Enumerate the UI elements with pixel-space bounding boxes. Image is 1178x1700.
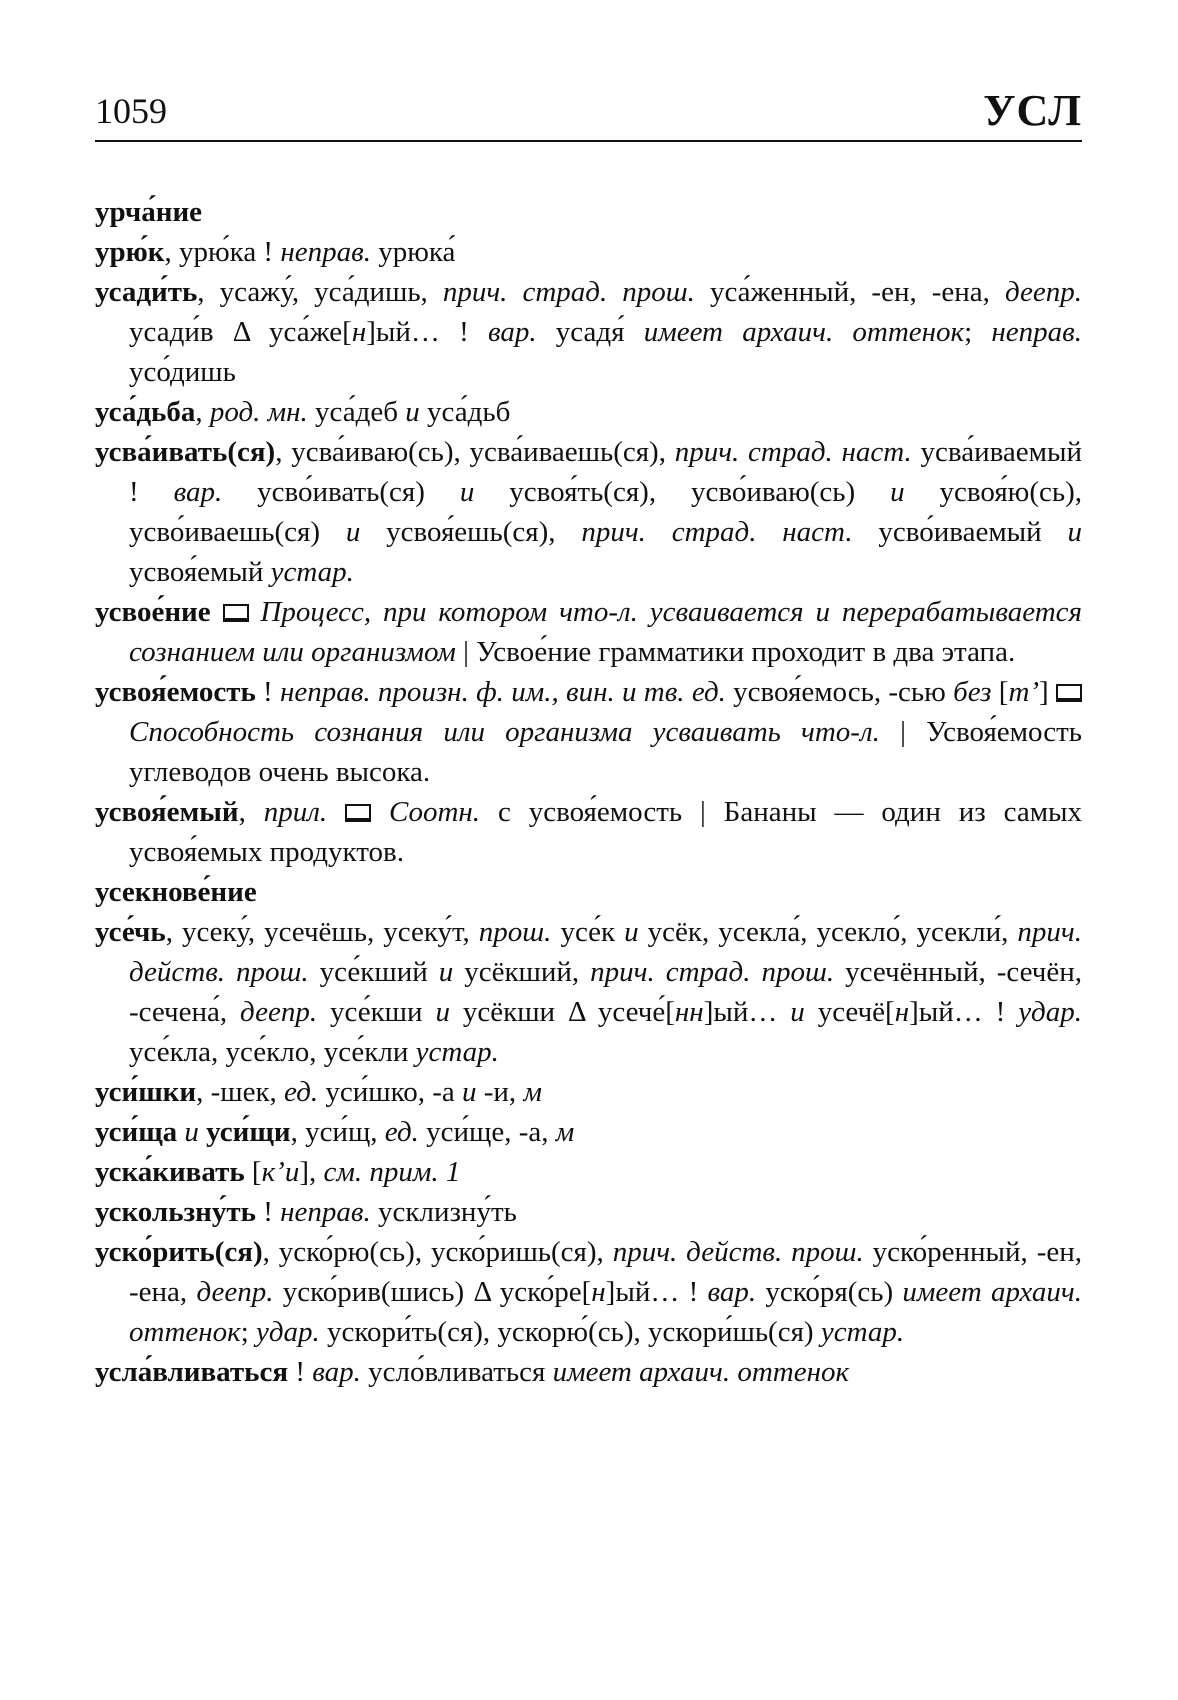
grammar-note: ед. <box>284 1076 319 1108</box>
entry-text: , урю́ка ! <box>164 236 281 268</box>
grammar-note: и <box>1067 516 1082 548</box>
entry-text: [ <box>244 1156 262 1188</box>
entry-text: ], <box>299 1156 324 1188</box>
headword: урю́к <box>95 236 165 268</box>
grammar-note: прич. страд. прош. <box>590 956 835 988</box>
grammar-note: прич. действ. прош. <box>612 1236 864 1268</box>
entry-text: усе́кши <box>317 996 436 1028</box>
grammar-note: вар. <box>312 1356 361 1388</box>
entry-text: усвоя́емось, -сью <box>725 676 954 708</box>
entry-text: урюка́ <box>370 236 456 268</box>
entry-text <box>327 796 345 828</box>
grammar-note: деепр. <box>196 1276 274 1308</box>
grammar-note: устар. <box>820 1316 905 1348</box>
entry-text: , <box>238 796 264 828</box>
entry-text: усклизну́ть <box>370 1196 517 1228</box>
dictionary-entry <box>95 1072 1082 1112</box>
entry-text: , уси́щ, <box>290 1116 385 1148</box>
entry-text: ] <box>1039 676 1056 708</box>
headword: уско́рить(ся) <box>95 1236 263 1268</box>
dictionary-entry <box>95 1112 1082 1152</box>
headword: уса́дьба <box>95 396 196 428</box>
grammar-note: род. мн. <box>209 396 308 428</box>
headword: усекнове́ние <box>95 876 257 908</box>
dictionary-entry <box>95 1152 1082 1192</box>
grammar-note: см. прим. 1 <box>323 1156 461 1188</box>
grammar-note: деепр. <box>240 996 318 1028</box>
headword: усла́вливаться <box>95 1356 289 1388</box>
entry-text: усечё[ <box>804 996 895 1028</box>
grammar-note: устар. <box>270 556 354 588</box>
entry-text <box>211 596 223 628</box>
dictionary-entry <box>95 592 1082 672</box>
entry-text: ]ый… ! <box>605 1276 708 1308</box>
entry-text: , уско́рю(сь), уско́ришь(ся), <box>262 1236 613 1268</box>
entry-text: усадя́ <box>536 316 644 348</box>
headword: уси́щи <box>206 1116 291 1148</box>
grammar-note: и <box>462 1076 477 1108</box>
entry-text: уси́шко, -а <box>318 1076 462 1108</box>
dictionary-entry <box>95 192 1082 232</box>
entry-text: ]ый… ! <box>909 996 1019 1028</box>
grammar-note: неправ. <box>991 316 1082 348</box>
entry-text: усва́иваемый ! <box>129 436 1083 508</box>
headword: усади́ть <box>95 276 198 308</box>
grammar-note: без <box>953 676 992 708</box>
entry-text: ; <box>964 316 992 348</box>
grammar-note: неправ. <box>280 236 371 268</box>
grammar-note: прич. страд. наст. <box>581 516 853 548</box>
headword: усвоя́емость <box>95 676 256 708</box>
entry-text: уси́ще, -а, <box>418 1116 556 1148</box>
headword: ускользну́ть <box>95 1196 256 1228</box>
grammar-note: н <box>591 1276 606 1308</box>
entry-text: усёк, усекла́, усекло́, усекли́, <box>638 916 1018 948</box>
entry-text: [ <box>991 676 1009 708</box>
grammar-note: вар. <box>487 316 537 348</box>
grammar-note: м <box>555 1116 575 1148</box>
entry-text <box>371 796 389 828</box>
definition-box-icon <box>1056 684 1082 702</box>
entry-text: -и, <box>476 1076 524 1108</box>
entry-text: , усеку́, усечёшь, усеку́т, <box>165 916 479 948</box>
grammar-note: устар. <box>415 1036 499 1068</box>
entry-text: , усва́иваю(сь), усва́иваешь(ся), <box>275 436 675 468</box>
grammar-note: и <box>459 476 475 508</box>
headword: уска́кивать <box>95 1156 245 1188</box>
grammar-note: ед. <box>384 1116 419 1148</box>
entry-text: с усвоя́емость | Бананы — один из самых усвоя́емых продуктов. <box>129 796 1083 868</box>
entry-text: усво́иваемый <box>852 516 1068 548</box>
grammar-note: имеет архаич. оттенок <box>552 1356 850 1388</box>
grammar-note: Способность сознания или организма усваивать что-л. <box>129 716 880 748</box>
dictionary-entry <box>95 912 1082 1072</box>
entry-text: , -шек, <box>196 1076 285 1108</box>
entry-text: усёкши Δ усече́[ <box>449 996 675 1028</box>
grammar-note: удар. <box>256 1316 320 1348</box>
grammar-note: имеет архаич. оттенок <box>129 1276 1082 1348</box>
grammar-note: и <box>345 516 361 548</box>
entry-text: усечённый, -сечён, -сечена́, <box>129 956 1082 1028</box>
entry-text: усе́кший <box>308 956 439 988</box>
page-header <box>95 78 1082 142</box>
grammar-note: имеет архаич. оттенок <box>643 316 965 348</box>
grammar-note: неправ. произн. ф. им., вин. и тв. ед. <box>280 676 726 708</box>
grammar-note: и <box>624 916 639 948</box>
dictionary-entry <box>95 392 1082 432</box>
headword: усва́ивать(ся) <box>95 436 276 468</box>
grammar-note: вар. <box>173 476 223 508</box>
dictionary-entry <box>95 792 1082 872</box>
grammar-note: деепр. <box>1004 276 1082 308</box>
entry-text: ! <box>255 676 280 708</box>
grammar-note: Процесс, при котором что-л. усваивается и перерабатывается сознанием или организмом <box>129 596 1083 668</box>
entry-text: ]ый… <box>703 996 791 1028</box>
grammar-note: т’ <box>1008 676 1040 708</box>
grammar-note: н <box>894 996 910 1028</box>
entry-text: уско́ренный, -ен, -ена, <box>129 1236 1083 1308</box>
entry-text: усёкший, <box>453 956 591 988</box>
entry-text: ! <box>288 1356 313 1388</box>
grammar-note: удар. <box>1018 996 1082 1028</box>
entry-text: усади́в Δ уса́же[ <box>129 316 352 348</box>
grammar-note: Соотн. <box>388 796 481 828</box>
entry-text: ускори́ть(ся), ускорю́(сь), ускори́шь(ся) <box>319 1316 821 1348</box>
entry-text: усвоя́ешь(ся), <box>360 516 582 548</box>
grammar-note: к’и <box>261 1156 300 1188</box>
entry-text: усе́кла, усе́кло, усе́кли <box>129 1036 416 1068</box>
dictionary-entry <box>95 1192 1082 1232</box>
entry-text: усво́ивать(ся) <box>222 476 460 508</box>
dictionary-entry <box>95 1232 1082 1352</box>
entry-text: уско́рив(шись) Δ уско́ре[ <box>273 1276 592 1308</box>
grammar-note: нн <box>674 996 704 1028</box>
dictionary-entry <box>95 1352 1082 1392</box>
grammar-note: вар. <box>707 1276 757 1308</box>
grammar-note: прич. страд. прош. <box>442 276 695 308</box>
dictionary-entries <box>95 192 1082 1392</box>
entry-text: уса́женный, -ен, -ена, <box>694 276 1005 308</box>
grammar-note: прич. действ. прош. <box>129 916 1083 988</box>
grammar-note: и <box>435 996 450 1028</box>
entry-text: ; <box>240 1316 257 1348</box>
grammar-note: н <box>351 316 367 348</box>
entry-text: усвоя́ть(ся), усво́иваю(сь) <box>474 476 891 508</box>
grammar-note: прил. <box>263 796 328 828</box>
grammar-note: прош. <box>478 916 552 948</box>
dictionary-entry <box>95 272 1082 392</box>
dictionary-entry <box>95 232 1082 272</box>
entry-text: ! <box>255 1196 281 1228</box>
grammar-note: и <box>405 396 420 428</box>
entry-text <box>249 596 261 628</box>
headword: усвое́ние <box>95 596 211 628</box>
entry-text: уса́деб <box>307 396 406 428</box>
grammar-note: и <box>438 956 454 988</box>
headword: уси́ща <box>95 1116 178 1148</box>
entry-text: , <box>195 396 210 428</box>
grammar-note: прич. страд. наст. <box>674 436 912 468</box>
entry-text: ]ый… ! <box>366 316 488 348</box>
page-number: 1059 <box>95 91 167 131</box>
headword: уси́шки <box>95 1076 197 1108</box>
grammar-note: неправ. <box>280 1196 371 1228</box>
dictionary-entry <box>95 672 1082 792</box>
grammar-note: и <box>890 476 905 508</box>
headword: усвоя́емый <box>95 796 239 828</box>
entry-text: | Усвоя́емость углеводов очень высока. <box>129 716 1082 788</box>
entry-text: усе́к <box>551 916 625 948</box>
running-head: УСЛ <box>983 86 1082 135</box>
entry-text: | Усвое́ние грамматики проходит в два этапа. <box>455 636 1016 668</box>
grammar-note: и <box>184 1116 199 1148</box>
definition-box-icon <box>345 804 371 822</box>
entry-text: уско́ря(сь) <box>756 1276 903 1308</box>
dictionary-entry <box>95 432 1082 592</box>
entry-text: усвоя́емый <box>129 556 271 588</box>
entry-text: усвоя́ю(сь), усво́иваешь(ся) <box>129 476 1082 548</box>
grammar-note: м <box>523 1076 542 1108</box>
entry-text: усло́вливаться <box>360 1356 553 1388</box>
headword: усе́чь <box>95 916 166 948</box>
entry-text: усо́дишь <box>129 356 236 388</box>
entry-text: , усажу́, уса́дишь, <box>197 276 443 308</box>
grammar-note: и <box>790 996 805 1028</box>
entry-text: уса́дьб <box>419 396 511 428</box>
definition-box-icon <box>223 604 249 622</box>
dictionary-entry <box>95 872 1082 912</box>
headword: урча́ние <box>95 196 203 228</box>
